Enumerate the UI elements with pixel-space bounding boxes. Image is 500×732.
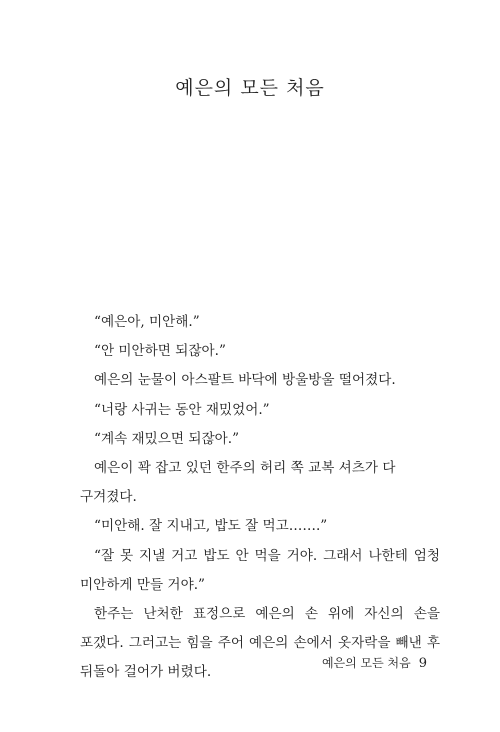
paragraph: “안 미안하면 되잖아.” [94, 343, 226, 360]
paragraph: “잘 못 지낼 거고 밥도 안 먹을 거야. 그래서 나한테 엄청 미안하게 만들 거야.” [80, 547, 440, 593]
body-text [80, 308, 440, 688]
paragraph: “미안해. 잘 지내고, 밥도 잘 먹고…….” [94, 518, 328, 535]
chapter-title: 예은의 모든 처음 [175, 77, 325, 99]
paragraph: 한주는 난처한 표정으로 예은의 손 위에 자신의 손을 포갰다. 그러고는 힘을 주어 예은의 손에서 옷자락을 빼낸 후 뒤돌아 걸어가 버렸다. [80, 606, 440, 681]
page-number: 9 [418, 656, 427, 671]
paragraph: “계속 재밌으면 되잖아.” [94, 430, 240, 447]
paragraph: “너랑 사귀는 동안 재밌었어.” [94, 401, 270, 418]
footer-running-title: 예은의 모든 처음 [321, 656, 411, 670]
paragraph: “예은아, 미안해.” [94, 314, 200, 330]
paragraph: 예은의 눈물이 아스팔트 바닥에 방울방울 떨어졌다. [94, 372, 396, 389]
running-footer [0, 654, 427, 671]
paragraph: 예은이 꽉 잡고 있던 한주의 허리 쪽 교복 셔츠가 다 구겨졌다. [80, 460, 396, 506]
